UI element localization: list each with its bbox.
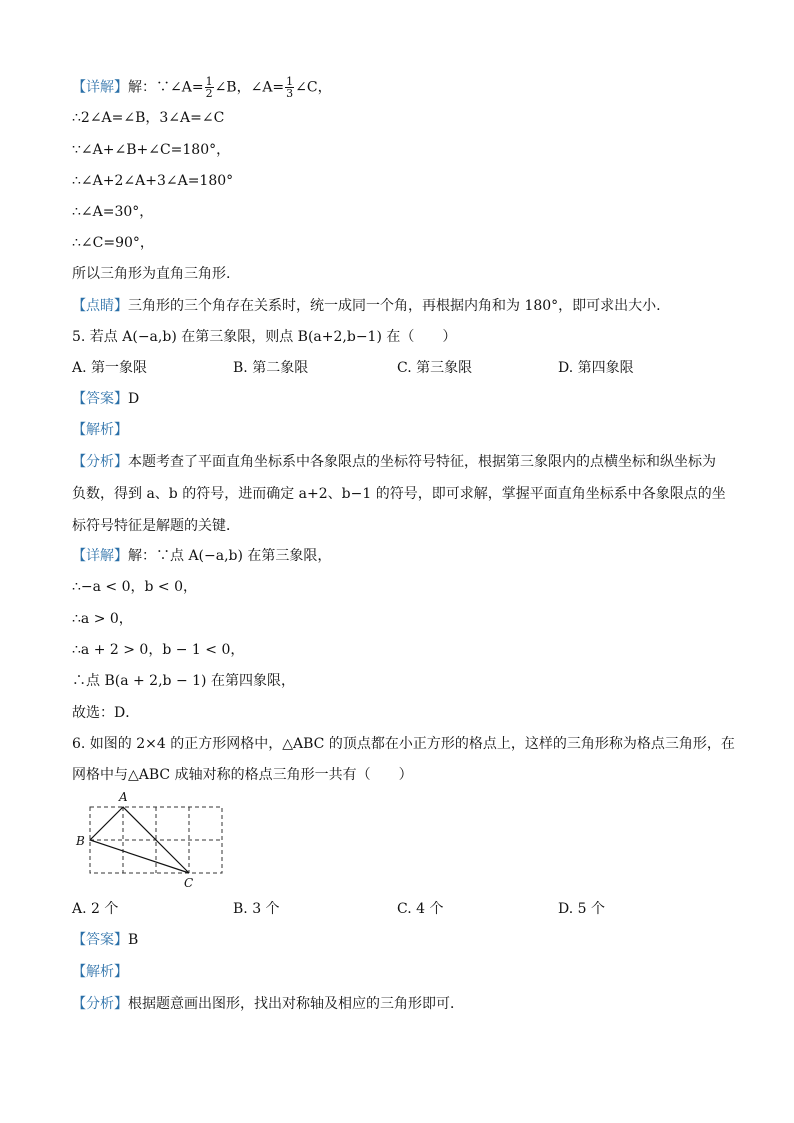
q6-analysis-label: 【解析】: [72, 964, 128, 980]
vertex-label-c: C: [184, 876, 194, 890]
dianjing-text: 三角形的三个角存在关系时，统一成同一个角，再根据内角和为 180°，即可求出大小.: [128, 298, 661, 314]
detail-line-2: ∴2∠A=∠B，3∠A=∠C: [72, 110, 225, 126]
q5-fenxi-label: 【分析】: [72, 454, 128, 470]
q6-fenxi-text: 根据题意画出图形，找出对称轴及相应的三角形即可．: [128, 996, 464, 1012]
q5-fenxi-line-2: 负数，得到 a、b 的符号，进而确定 a+2、b−1 的符号，即可求解，掌握平面直角坐标系中各象限点的坐: [72, 486, 726, 502]
q5-detail-line-4: ∴a + 2 > 0，b − 1 < 0，: [72, 642, 245, 658]
fraction-one-half: $\frac{1}{2}$: [205, 75, 213, 100]
q5-detail-text-1: 解：∵点 A(−a,b) 在第三象限，: [128, 548, 332, 564]
q6-option-a: A. 2 个: [72, 901, 119, 917]
q6-stem-line-1: 6. 如图的 2×4 的正方形网格中，△ABC 的顶点都在小正方形的格点上，这样的三角形称为格点三角形，在: [72, 736, 735, 752]
q6-stem-line-2: 网格中与△ABC 成轴对称的格点三角形一共有（ ）: [72, 767, 413, 783]
q6-answer-line: [72, 930, 138, 950]
q5-answer-label: 【答案】: [72, 391, 128, 407]
detail-line-4: ∴∠A+2∠A+3∠A=180°: [72, 173, 234, 189]
detail-line-5: ∴∠A=30°，: [72, 204, 154, 220]
dianjing-label: 【点睛】: [72, 298, 128, 314]
q5-fenxi-text-1: 本题考查了平面直角坐标系中各象限点的坐标符号特征，根据第三象限内的点横坐标和纵坐标为: [128, 454, 716, 470]
detail-text-pre: 解：∵∠A=: [128, 79, 204, 96]
q5-detail-line-1: [72, 546, 331, 566]
q6-option-c: C. 4 个: [397, 901, 444, 917]
q5-option-d: D. 第四象限: [558, 360, 634, 376]
q5-detail-line-6: 故选：D．: [72, 705, 140, 721]
q6-option-b: B. 3 个: [233, 901, 280, 917]
q5-detail-label: 【详解】: [72, 548, 128, 564]
detail-label: 【详解】: [72, 79, 128, 96]
grid-figure: [72, 790, 232, 890]
vertex-label-b: B: [76, 834, 85, 848]
q6-fenxi-label: 【分析】: [72, 996, 128, 1012]
q5-detail-line-5: ∴点 B(a + 2,b − 1) 在第四象限，: [72, 673, 295, 689]
q6-option-d: D. 5 个: [558, 901, 605, 917]
q5-detail-line-2: ∴−a < 0，b < 0，: [72, 579, 198, 595]
q6-options: [72, 899, 722, 919]
detail-line-1: [72, 76, 332, 99]
q5-fenxi-line-1: [72, 452, 716, 472]
q5-answer-line: [72, 389, 139, 409]
q5-detail-line-3: ∴a > 0，: [72, 611, 133, 627]
q5-fenxi-line-3: 标符号特征是解题的关键．: [72, 518, 240, 534]
q5-answer: D: [128, 391, 140, 407]
fraction-one-third: $\frac{1}{3}$: [286, 75, 294, 100]
q5-option-b: B. 第二象限: [233, 360, 309, 376]
q5-option-c: C. 第三象限: [397, 360, 473, 376]
detail-line-3: ∵∠A+∠B+∠C=180°，: [72, 142, 231, 158]
q5-option-a: A. 第一象限: [72, 360, 148, 376]
detail-text-post: ∠C，: [295, 79, 332, 96]
q6-fenxi-line: [72, 994, 464, 1014]
dianjing-line: [72, 296, 661, 316]
q5-options: [72, 358, 722, 378]
q5-stem: 5. 若点 A(−a,b) 在第三象限，则点 B(a+2,b−1) 在（ ）: [72, 329, 457, 345]
q5-analysis-label: 【解析】: [72, 422, 128, 438]
vertex-label-a: A: [119, 790, 128, 804]
detail-text-mid: ∠B，∠A=: [214, 79, 285, 96]
detail-line-7: 所以三角形为直角三角形.: [72, 266, 231, 282]
detail-line-6: ∴∠C=90°，: [72, 235, 154, 251]
q6-answer-label: 【答案】: [72, 932, 128, 948]
q6-answer: B: [128, 932, 139, 948]
